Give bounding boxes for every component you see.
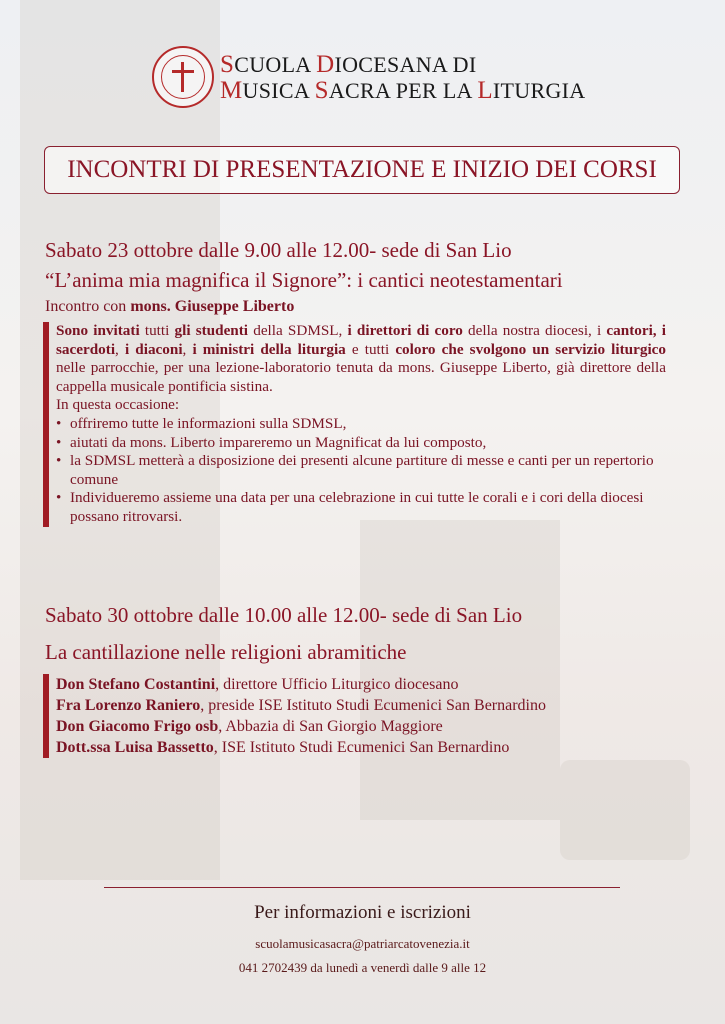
speaker-item	[56, 716, 546, 737]
speaker-item	[56, 674, 546, 695]
highlighted-text: i direttori di coro	[347, 322, 463, 339]
footer-heading: Per informazioni e iscrizioni	[254, 902, 471, 923]
school-logo	[152, 46, 214, 108]
text: nelle parrocchie, per una lezione-laboratorio tenuta da mons. Giuseppe Liberto, già direttore della cappella musicale pontificia sistina.	[56, 359, 666, 395]
event1-date: Sabato 23 ottobre dalle 9.00 alle 12.00- sede di San Lio	[45, 238, 512, 262]
speaker-item	[56, 695, 546, 716]
speaker-name: mons. Giuseppe Liberto	[130, 298, 295, 315]
initial-letter: D	[316, 51, 335, 78]
speaker-name: Don Giacomo Frigo osb	[56, 718, 219, 735]
speaker-item	[56, 737, 546, 758]
bullet-item: • aiutati da mons. Liberto impareremo un Magnificat da lui composto,	[56, 434, 666, 453]
highlighted-text: Sono invitati	[56, 322, 140, 339]
contact-email[interactable]: scuolamusicasacra@patriarcatovenezia.it	[255, 936, 470, 951]
word-rest: IOCESANA DI	[334, 52, 477, 77]
highlighted-text: i ministri della liturgia	[192, 340, 346, 358]
intro-text: In questa occasione:	[56, 396, 180, 414]
highlighted-text: cantori, i sacerdoti	[56, 322, 666, 358]
speaker-role: , Abbazia di San Giorgio Maggiore	[218, 718, 443, 735]
text: della SDMSL,	[248, 322, 348, 339]
page-title: INCONTRI DI PRESENTAZIONE E INIZIO DEI CORSI	[44, 146, 680, 194]
event2-topic: La cantillazione nelle religioni abramitiche	[45, 640, 407, 664]
event1-topic: “L’anima mia magnifica il Signore”: i cantici neotestamentari	[45, 268, 563, 292]
bullet-item: • Individueremo assieme una data per una celebrazione in cui tutte le corali e i cori della diocesi possano ritrovarsi.	[56, 489, 666, 526]
speaker-role: , ISE Istituto Studi Ecumenici San Bernardino	[213, 739, 510, 756]
school-name	[220, 52, 585, 104]
speaker-prefix: Incontro con	[45, 298, 131, 315]
event2-date: Sabato 30 ottobre dalle 10.00 alle 12.00- sede di San Lio	[45, 603, 523, 627]
event1-speaker	[45, 298, 294, 316]
speaker-role: , direttore Ufficio Liturgico diocesano	[215, 676, 459, 693]
bullet-item: • offriremo tutte le informazioni sulla SDMSL,	[56, 415, 666, 434]
event2-speakers	[43, 674, 546, 758]
word-rest: ACRA PER LA	[328, 78, 478, 103]
contact-phone: 041 2702439 da lunedì a venerdì dalle 9 alle 12	[238, 960, 487, 975]
school-name-line1	[220, 52, 585, 78]
word-rest: ITURGIA	[492, 78, 586, 103]
speaker-name: Dott.ssa Luisa Bassetto	[56, 739, 214, 756]
text: della nostra diocesi, i	[462, 322, 607, 339]
initial-letter: S	[314, 77, 329, 104]
word-rest: CUOLA	[234, 52, 317, 77]
initial-letter: M	[220, 77, 243, 104]
initial-letter: S	[220, 51, 235, 78]
initial-letter: L	[477, 77, 493, 104]
school-name-line2	[220, 78, 585, 104]
text: tutti	[139, 322, 175, 339]
event1-description	[43, 322, 666, 527]
bullet-item: • la SDMSL metterà a disposizione dei presenti alcune partiture di messe e canti per un repertorio comune	[56, 452, 666, 489]
invitation-paragraph	[56, 322, 666, 396]
text: ,	[182, 340, 193, 358]
text: ,	[115, 340, 125, 358]
bullet-list	[56, 415, 666, 527]
highlighted-text: i diaconi	[124, 340, 183, 358]
speaker-name: Fra Lorenzo Raniero	[56, 697, 201, 714]
speaker-name: Don Stefano Costantini	[56, 676, 216, 693]
speaker-role: , preside ISE Istituto Studi Ecumenici San Bernardino	[200, 697, 546, 714]
word-rest: USICA	[242, 78, 315, 103]
highlighted-text: gli studenti	[174, 322, 249, 339]
highlighted-text: coloro che svolgono un servizio liturgico	[395, 340, 667, 358]
text: e tutti	[345, 340, 396, 358]
divider	[104, 887, 620, 888]
